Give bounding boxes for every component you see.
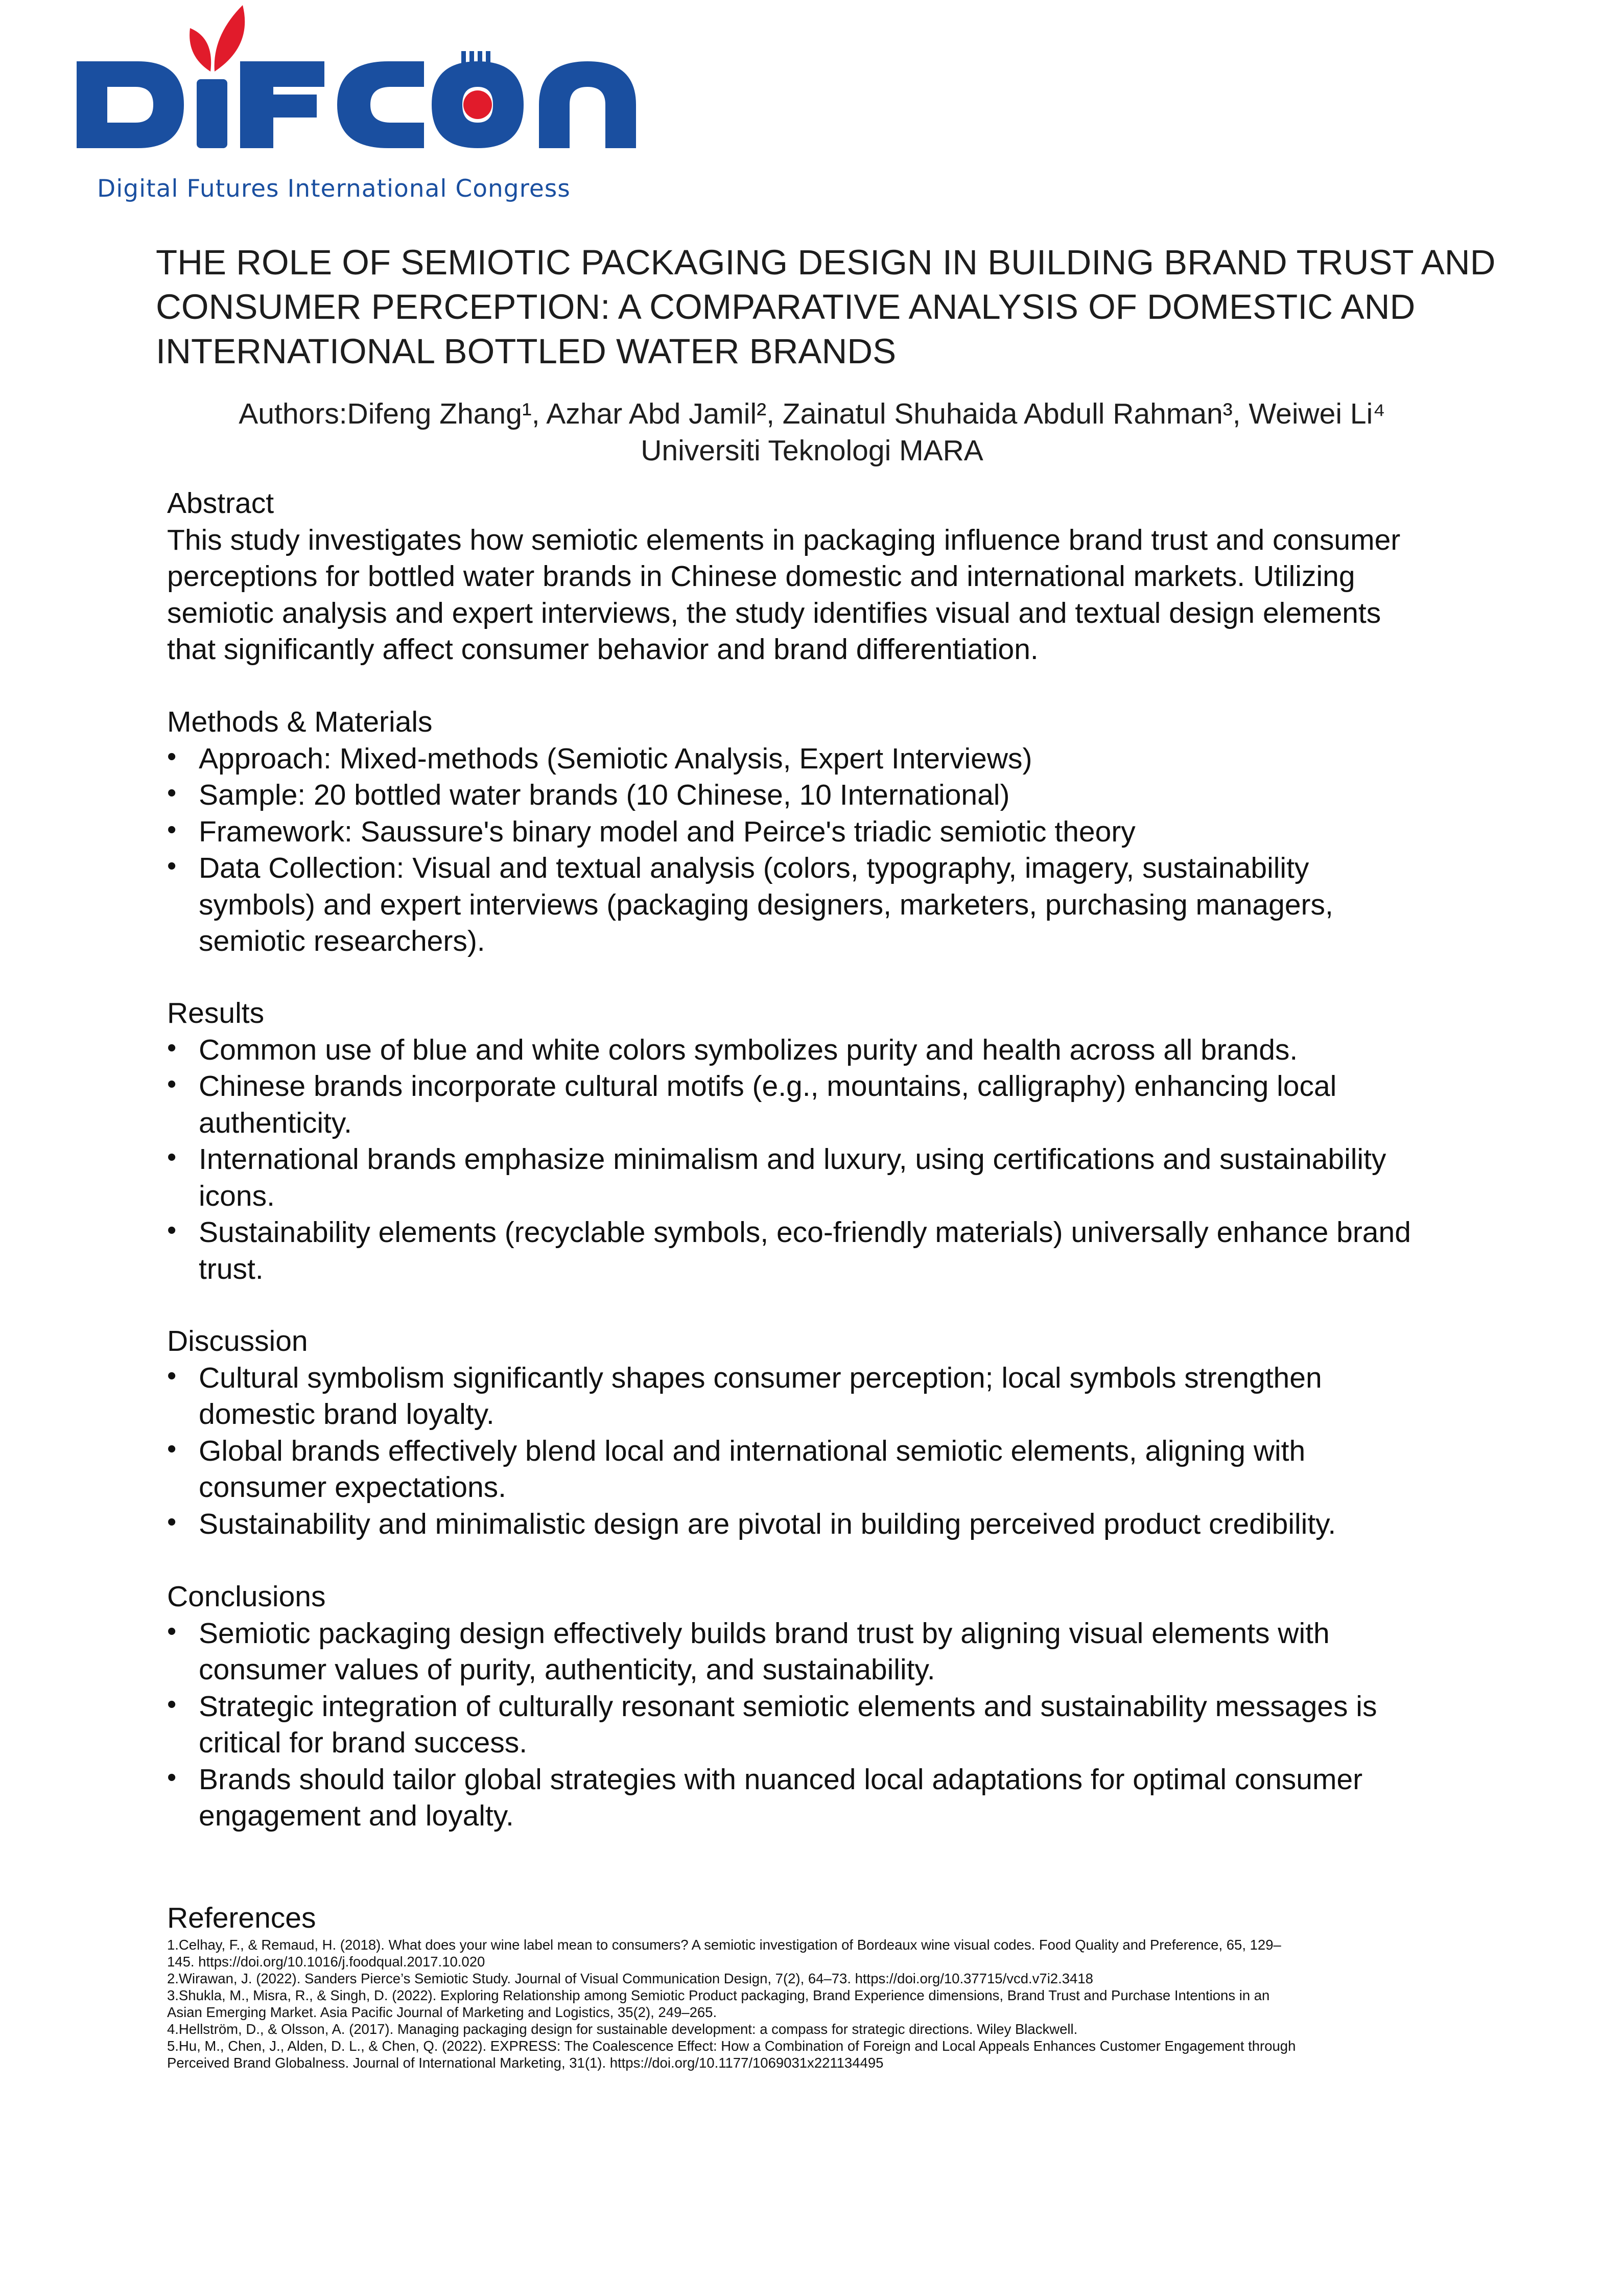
list-item: • Sustainability and minimalistic design are pivotal in building perceived product credibility. [167,1506,1495,1543]
list-item: • International brands emphasize minimalism and luxury, using certifications and sustainability icons. [167,1141,1495,1214]
section-heading: Conclusions [167,1580,326,1613]
reference-line: Asian Emerging Market. Asia Pacific Journal of Marketing and Logistics, 35(2), 249–265. [167,2004,717,2020]
list-item: • Sample: 20 bottled water brands (10 Chinese, 10 International) [167,777,1495,814]
logo-letter-d [77,61,184,148]
methods-list [167,741,1495,960]
conclusions-list [167,1615,1495,1835]
title-line: THE ROLE OF SEMIOTIC PACKAGING DESIGN IN BUILDING BRAND TRUST AND [156,243,1496,282]
reference-line: 2.Wirawan, J. (2022). Sanders Pierce’s Semiotic Study. Journal of Visual Communication Design, 7(2), 64–73. https://doi.org/10.37715/vcd.v7i2.3418 [167,1971,1093,1986]
methods-section [167,704,1495,960]
logo-letter-n [539,61,636,148]
logo-dot-icon [463,90,492,119]
list-item: • Cultural symbolism significantly shapes consumer perception; local symbols strengthen domestic brand loyalty. [167,1360,1495,1433]
list-item: • Approach: Mixed-methods (Semiotic Analysis, Expert Interviews) [167,741,1495,778]
title-line: CONSUMER PERCEPTION: A COMPARATIVE ANALYSIS OF DOMESTIC AND [156,287,1416,326]
abstract-line: semiotic analysis and expert interviews, the study identifies visual and textual design elements [167,596,1381,629]
list-item: • Global brands effectively blend local and international semiotic elements, aligning with consumer expectations. [167,1433,1495,1506]
results-section [167,995,1495,1287]
list-item: • Common use of blue and white colors symbolizes purity and health across all brands. [167,1032,1495,1069]
reference-line: 5.Hu, M., Chen, J., Alden, D. L., & Chen, Q. (2022). EXPRESS: The Coalescence Effect: How a Combination of Foreign and Local Appeals Enhances Customer Engagement through [167,2038,1296,2054]
list-item: • Sustainability elements (recyclable symbols, eco-friendly materials) universally enhance brand trust. [167,1214,1495,1287]
abstract-line: that significantly affect consumer behavior and brand differentiation. [167,633,1039,666]
list-item: • Brands should tailor global strategies with nuanced local adaptations for optimal consumer engagement and loyalty. [167,1762,1495,1835]
leaf-icon [190,28,211,72]
authors: Authors:Difeng Zhang¹, Azhar Abd Jamil², Zainatul Shuhaida Abdull Rahman³, Weiwei Li⁴ [239,397,1385,430]
list-item: • Framework: Saussure's binary model and Peirce's triadic semiotic theory [167,814,1495,851]
section-heading: References [167,1902,316,1934]
reference-line: 4.Hellström, D., & Olsson, A. (2017). Managing packaging design for sustainable development: a compass for strategic directions. Wiley Blackwell. [167,2021,1078,2037]
abstract-line: perceptions for bottled water brands in Chinese domestic and international markets. Utilizing [167,560,1355,593]
reference-line: 145. https://doi.org/10.1016/j.foodqual.2017.10.020 [167,1954,485,1970]
paper-title [156,240,1496,373]
discussion-section [167,1323,1495,1542]
list-item: • Semiotic packaging design effectively builds brand trust by aligning visual elements with consumer values of purity, authenticity, and sustainability. [167,1615,1495,1689]
reference-line: Perceived Brand Globalness. Journal of International Marketing, 31(1). https://doi.org/10.1177/1069031x221134495 [167,2055,884,2071]
abstract-section [167,485,1495,668]
list-item: • Strategic integration of culturally resonant semiotic elements and sustainability messages is critical for brand success. [167,1689,1495,1762]
abstract-line: This study investigates how semiotic elements in packaging influence brand trust and consumer [167,523,1401,556]
logo-tagline: Digital Futures International Congress [97,175,571,203]
section-heading: Abstract [167,487,274,520]
section-heading: Discussion [167,1325,308,1357]
logo-letter-c [337,61,424,148]
references-list [167,1936,1465,2071]
results-list [167,1032,1495,1288]
conclusions-section [167,1579,1495,1835]
list-item: • Data Collection: Visual and textual analysis (colors, typography, imagery, sustainability symbols) and expert interviews (packaging designers, marketers, purchasing managers, semiotic researchers). [167,850,1495,960]
references-section [167,1900,1465,2071]
reference-line: 3.Shukla, M., Misra, R., & Singh, D. (2022). Exploring Relationship among Semiotic Product packaging, Brand Experience dimensions, Brand Trust and Purchase Intentions in an [167,1987,1270,2003]
discussion-list [167,1360,1495,1543]
logo-letter-i [197,79,227,148]
reference-line: 1.Celhay, F., & Remaud, H. (2018). What does your wine label mean to consumers? A semiotic investigation of Bordeaux wine visual codes. Food Quality and Preference, 65, 129– [167,1937,1281,1953]
section-heading: Results [167,997,265,1029]
logo-letter-f [240,61,324,148]
difcon-logo [72,0,746,204]
list-item: • Chinese brands incorporate cultural motifs (e.g., mountains, calligraphy) enhancing local authenticity. [167,1068,1495,1141]
affiliation: Universiti Teknologi MARA [641,434,983,467]
title-line: INTERNATIONAL BOTTLED WATER BRANDS [156,332,897,371]
section-heading: Methods & Materials [167,706,433,738]
